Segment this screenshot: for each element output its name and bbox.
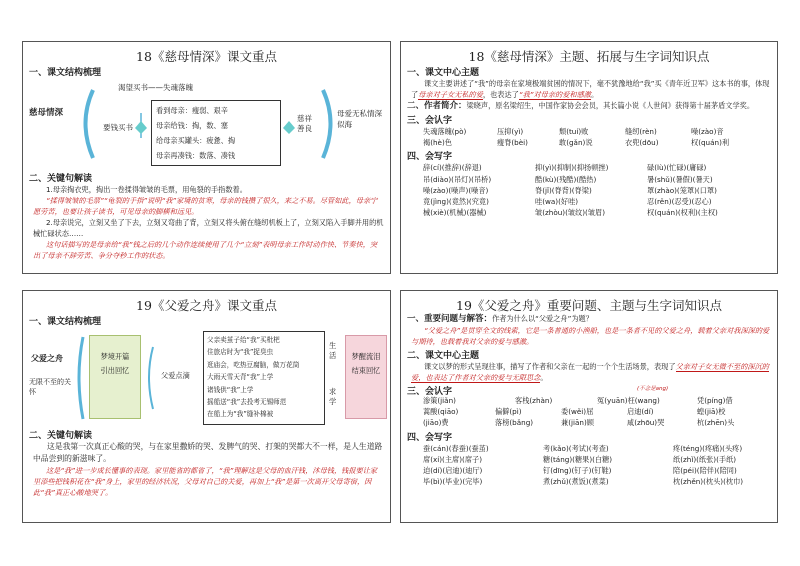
char-item: (jiāo)费	[423, 418, 449, 428]
recognize-chars	[423, 406, 771, 428]
section-heading: 二、作者简介：	[407, 101, 467, 111]
char-item: 偏僻(pì)	[495, 407, 522, 417]
char-item: 缝纫(rèn)	[625, 127, 657, 136]
scene-line: 大雨天雪天背“我”上学	[207, 373, 274, 382]
theme-text: 。	[540, 373, 548, 382]
write-chars	[423, 443, 771, 488]
section-heading: 一、课文结构梳理	[29, 317, 102, 327]
recognize-chars	[423, 126, 771, 148]
char-item: 糖(táng)(糖果)(白糖)	[543, 454, 613, 464]
recognize-chars	[423, 395, 771, 406]
char-item: 陪(péi)(陪伴)(陪同)	[673, 466, 737, 476]
char-item: 枕(zhěn)(枕头)(枕巾)	[673, 477, 744, 487]
char-item: 吊(diào)(吊灯)(吊桥)	[423, 174, 492, 184]
section-heading: 二、关键句解读	[29, 174, 93, 184]
pink-box	[345, 335, 387, 419]
scene-line: 在船上为“我”缝补棉被	[207, 410, 274, 419]
key-sentence-note: 这是“我”进一步成长懂事的表现。家里能省的都省了，“我”理解这是父母的血汗钱，沐母钱，钱报要让家里添些把钱积花在“我”身上，家里的经济状况，父母对自己的关爱，再加上“我”是第一次离开父母寄宿，因此“我”真正心酸地哭了。	[33, 466, 378, 497]
char-item: 兼(jiān)顾	[561, 418, 594, 428]
char-item: 衣兜(dōu)	[625, 138, 659, 148]
theme-highlight: “我”对母亲的爱和感激	[518, 90, 591, 99]
char-item: 碌(lù)(忙碌)(庸碌)	[647, 163, 707, 173]
diagram-mid-branch: 要钱买书	[103, 123, 133, 132]
scene-line: 父亲卖茧子给“我”买枇杷	[207, 336, 280, 344]
char-item: 权(quán)(权利)(主权)	[647, 208, 718, 218]
char-item: 落榜(bǎng)	[495, 418, 534, 428]
char-item: 咸(zhōu)哭	[627, 418, 665, 428]
theme-text: 。	[591, 90, 599, 99]
author-intro	[407, 100, 771, 112]
card-title: 18《慈母情深》主题、拓展与生字词知识点	[468, 49, 710, 64]
char-item: 竟(jìng)(竟然)(究竟)	[423, 197, 489, 207]
char-item: 罩(zhào)(笼罩)(口罩)	[647, 185, 717, 195]
diagram-left-sub: 无限不至的关怀	[29, 378, 71, 396]
question-text: 作者为什么以“父爱之舟”为题？	[492, 314, 593, 323]
char-item: 颓(tuí)败	[559, 127, 589, 136]
section-heading: 三、会认字	[407, 387, 453, 397]
section-heading: 四、会写字	[407, 152, 453, 163]
section-heading: 一、课文结构梳理	[29, 68, 102, 78]
char-item: 褐(hè)色	[423, 138, 452, 148]
char-item: 酷(kù)(残酷)(酷热)	[535, 174, 597, 184]
theme-text: ，也表达了	[482, 90, 519, 99]
detail-line: 母亲再凑钱：数落、凑钱	[156, 151, 236, 160]
theme-paragraph	[411, 78, 771, 100]
char-item: 脊(jǐ)(脊背)(脊梁)	[535, 185, 592, 195]
char-item: 噪(zào)音	[691, 127, 724, 136]
scene-box	[203, 331, 325, 425]
green-box-text: 梦境开篇 引出回忆	[100, 352, 130, 375]
char-item: 权(quán)利	[691, 138, 730, 148]
section-heading: 一、重要问题与解答：	[407, 314, 493, 324]
theme-text: 课文以梦的形式呈现往事，描写了作者和父亲在一起的一个个生活场景，表现了	[423, 362, 676, 371]
detail-line: 母亲给钱：掏，数、塞	[156, 121, 228, 130]
char-item: 皱(zhòu)(皱纹)(皱眉)	[535, 208, 606, 218]
section-heading: 二、课文中心主题	[407, 351, 480, 361]
char-item: 客栈(zhàn)	[515, 396, 553, 405]
diagram-middle-label: 父爱点滴	[161, 371, 190, 380]
green-box	[89, 335, 141, 419]
write-chars	[423, 162, 771, 218]
detail-line: 看到母亲：瘦弱、艰辛	[156, 106, 228, 115]
char-item: 辞(cí)(推辞)(辞退)	[423, 163, 482, 173]
card-title: 19《父爱之舟》重要问题、主题与生字词知识点	[456, 298, 722, 313]
diagram-box-right: 慈祥善良	[297, 114, 312, 133]
char-item: 迫(dí)(启迪)(迪厅)	[423, 466, 483, 476]
char-item: 哇(wa)(好哇)	[535, 197, 579, 207]
section-heading: 二、关键句解读	[29, 431, 93, 441]
theme-highlight: 父亲对子女无微不至的深沉的爱，也表达了作者对父亲的爱与无限思念	[411, 362, 769, 382]
card-title: 18《慈母情深》课文重点	[136, 49, 277, 64]
char-item: 疼(téng)(疼痛)(头疼)	[673, 443, 743, 453]
char-item: 考(kǎo)(考试)(考查)	[543, 443, 609, 453]
card-fuai-key-points	[22, 290, 391, 523]
scene-line: 住旅店时为“我”捉臭虫	[207, 348, 274, 357]
author-text: 梁晓声，原名梁绍生，中国作家协会会员，其长篇小说《人世间》获得第十届茅盾文学奖。	[466, 101, 755, 110]
diagram-left-label: 慈母情深	[29, 108, 64, 118]
section-heading: 一、课文中心主题	[407, 68, 480, 78]
theme-highlight: 母亲对子女无私的爱	[418, 90, 483, 99]
scene-line: 诸钱供“我”上学	[207, 385, 254, 394]
question-line	[407, 313, 771, 325]
char-item: 蝗(jiā)校	[697, 407, 726, 417]
answer-text: “父爱之舟”是贯穿全文的线索，它是一条普通的小渔船，也是一条者不见的父爱之舟，载着父亲对我深深的爱与期待，也载着我对父亲的爱与感激。	[411, 326, 770, 346]
char-item: 冤(yuān)枉(wang)	[597, 396, 660, 405]
char-item: 煮(zhǔ)(煮饭)(煮菜)	[543, 477, 609, 487]
scene-line: 摇船送“我”去投考无锡师范	[207, 398, 287, 407]
scene-line: 逛庙会，吃热豆腐脑，做万花筒	[207, 360, 300, 369]
detail-line: 给母亲买罐头：疲惫、掏	[156, 136, 236, 145]
pink-box-text: 梦醒流泪 结束回忆	[351, 352, 381, 375]
key-sentence: 这是我第一次真正心酸的哭，与在家里撒娇的哭、发脾气的哭、打架的哭都大不一样，是人生道路中品尝到的新滋味了。	[33, 442, 383, 463]
char-item: 委(wěi)屈	[561, 407, 594, 417]
char-item: 毕(bì)(毕业)(完毕)	[423, 477, 483, 487]
section-heading: 四、会写字	[407, 432, 453, 443]
char-item: 蒿酸(qiāo)	[423, 407, 459, 417]
card-cimu-key-points	[22, 41, 391, 274]
side-label-life: 生活	[329, 341, 337, 360]
char-item: 杭(zhēn)头	[697, 418, 735, 428]
char-item: 瘦脊(bèi)	[497, 138, 528, 148]
key-sentence-note: “揉得皱皱的毛票”“龟裂的手指”说明“我”家境的贫寒，母亲的钱攒了很久，来之不易。尽管如此，母亲宁愿劳苦，也要让孩子读书，可见母亲的脚横和远见。	[33, 196, 378, 216]
key-sentence: 2.母亲说完，立刻又坐了下去，立刻又弯曲了背，立刻又将头俯在缝纫机板上了，立刻又陷入手脚并用的机械忙碌状态……	[33, 218, 384, 238]
char-item: 纸(zhǐ)(纸张)(手纸)	[673, 454, 737, 464]
card-fuai-theme-vocab	[400, 290, 778, 523]
char-item: 噪(zào)(噪声)(噪音)	[423, 185, 489, 195]
section-heading: 三、会认字	[407, 116, 453, 126]
structure-diagram	[23, 327, 390, 427]
side-label-study: 求学	[329, 387, 337, 406]
small-note: (不念是ang)	[637, 386, 669, 392]
char-item: 忍(rěn)(忍受)(忍心)	[647, 197, 712, 207]
char-item: 暑(shǔ)(暑假)(暑天)	[647, 174, 713, 184]
theme-paragraph	[411, 361, 771, 383]
char-item: 渗策(jiǎn)	[423, 396, 456, 405]
key-sentence-note: 这句话描写的是母亲给“我”钱之后的几个动作连续使用了几个“立刻”表明母亲工作时动作快、节奏快，突出了母亲不辞劳苦、争分夺秒工作的状态。	[33, 240, 378, 260]
key-sentence: 1.母亲掏衣兜，掏出一卷揉得皱皱的毛票，用龟裂的手指数着。	[45, 185, 247, 194]
diagram-left-label: 父爱之舟	[31, 354, 63, 363]
char-item: 失魂落魄(pò)	[423, 127, 467, 136]
recognize-heading-row	[401, 383, 777, 395]
char-item: 敢(gǎn)说	[559, 138, 593, 148]
card-cimu-theme-vocab	[400, 41, 778, 274]
char-item: 席(xí)(主席)(席子)	[423, 454, 483, 464]
diagram-detail-box	[151, 100, 281, 166]
char-item: 钉(dīng)(钉子)(钉鞋)	[543, 466, 612, 476]
char-item: 启迪(dí)	[627, 407, 654, 417]
char-item: 抑(yì)(抑制)(抑扬顿挫)	[535, 163, 609, 173]
char-item: 蚕(cán)(春蚕)(蚕茧)	[423, 443, 489, 453]
card-title: 19《父爱之舟》课文重点	[136, 298, 277, 313]
char-item: 凭(píng)借	[697, 396, 733, 405]
char-item: 械(xiè)(机械)(器械)	[423, 208, 487, 218]
diagram-top-branch: 渴望买书——失魂落魄	[118, 83, 193, 92]
diagram-right-label: 母爱无私情深似海	[337, 109, 382, 129]
theme-text: 课文主要讲述了“我”的母亲在家境极端贫困的情况下，毫不犹豫地给“我”买《青年近卫军》这本书的事，体现了	[411, 79, 770, 99]
char-item: 压抑(yì)	[497, 127, 524, 136]
structure-diagram	[23, 78, 390, 170]
